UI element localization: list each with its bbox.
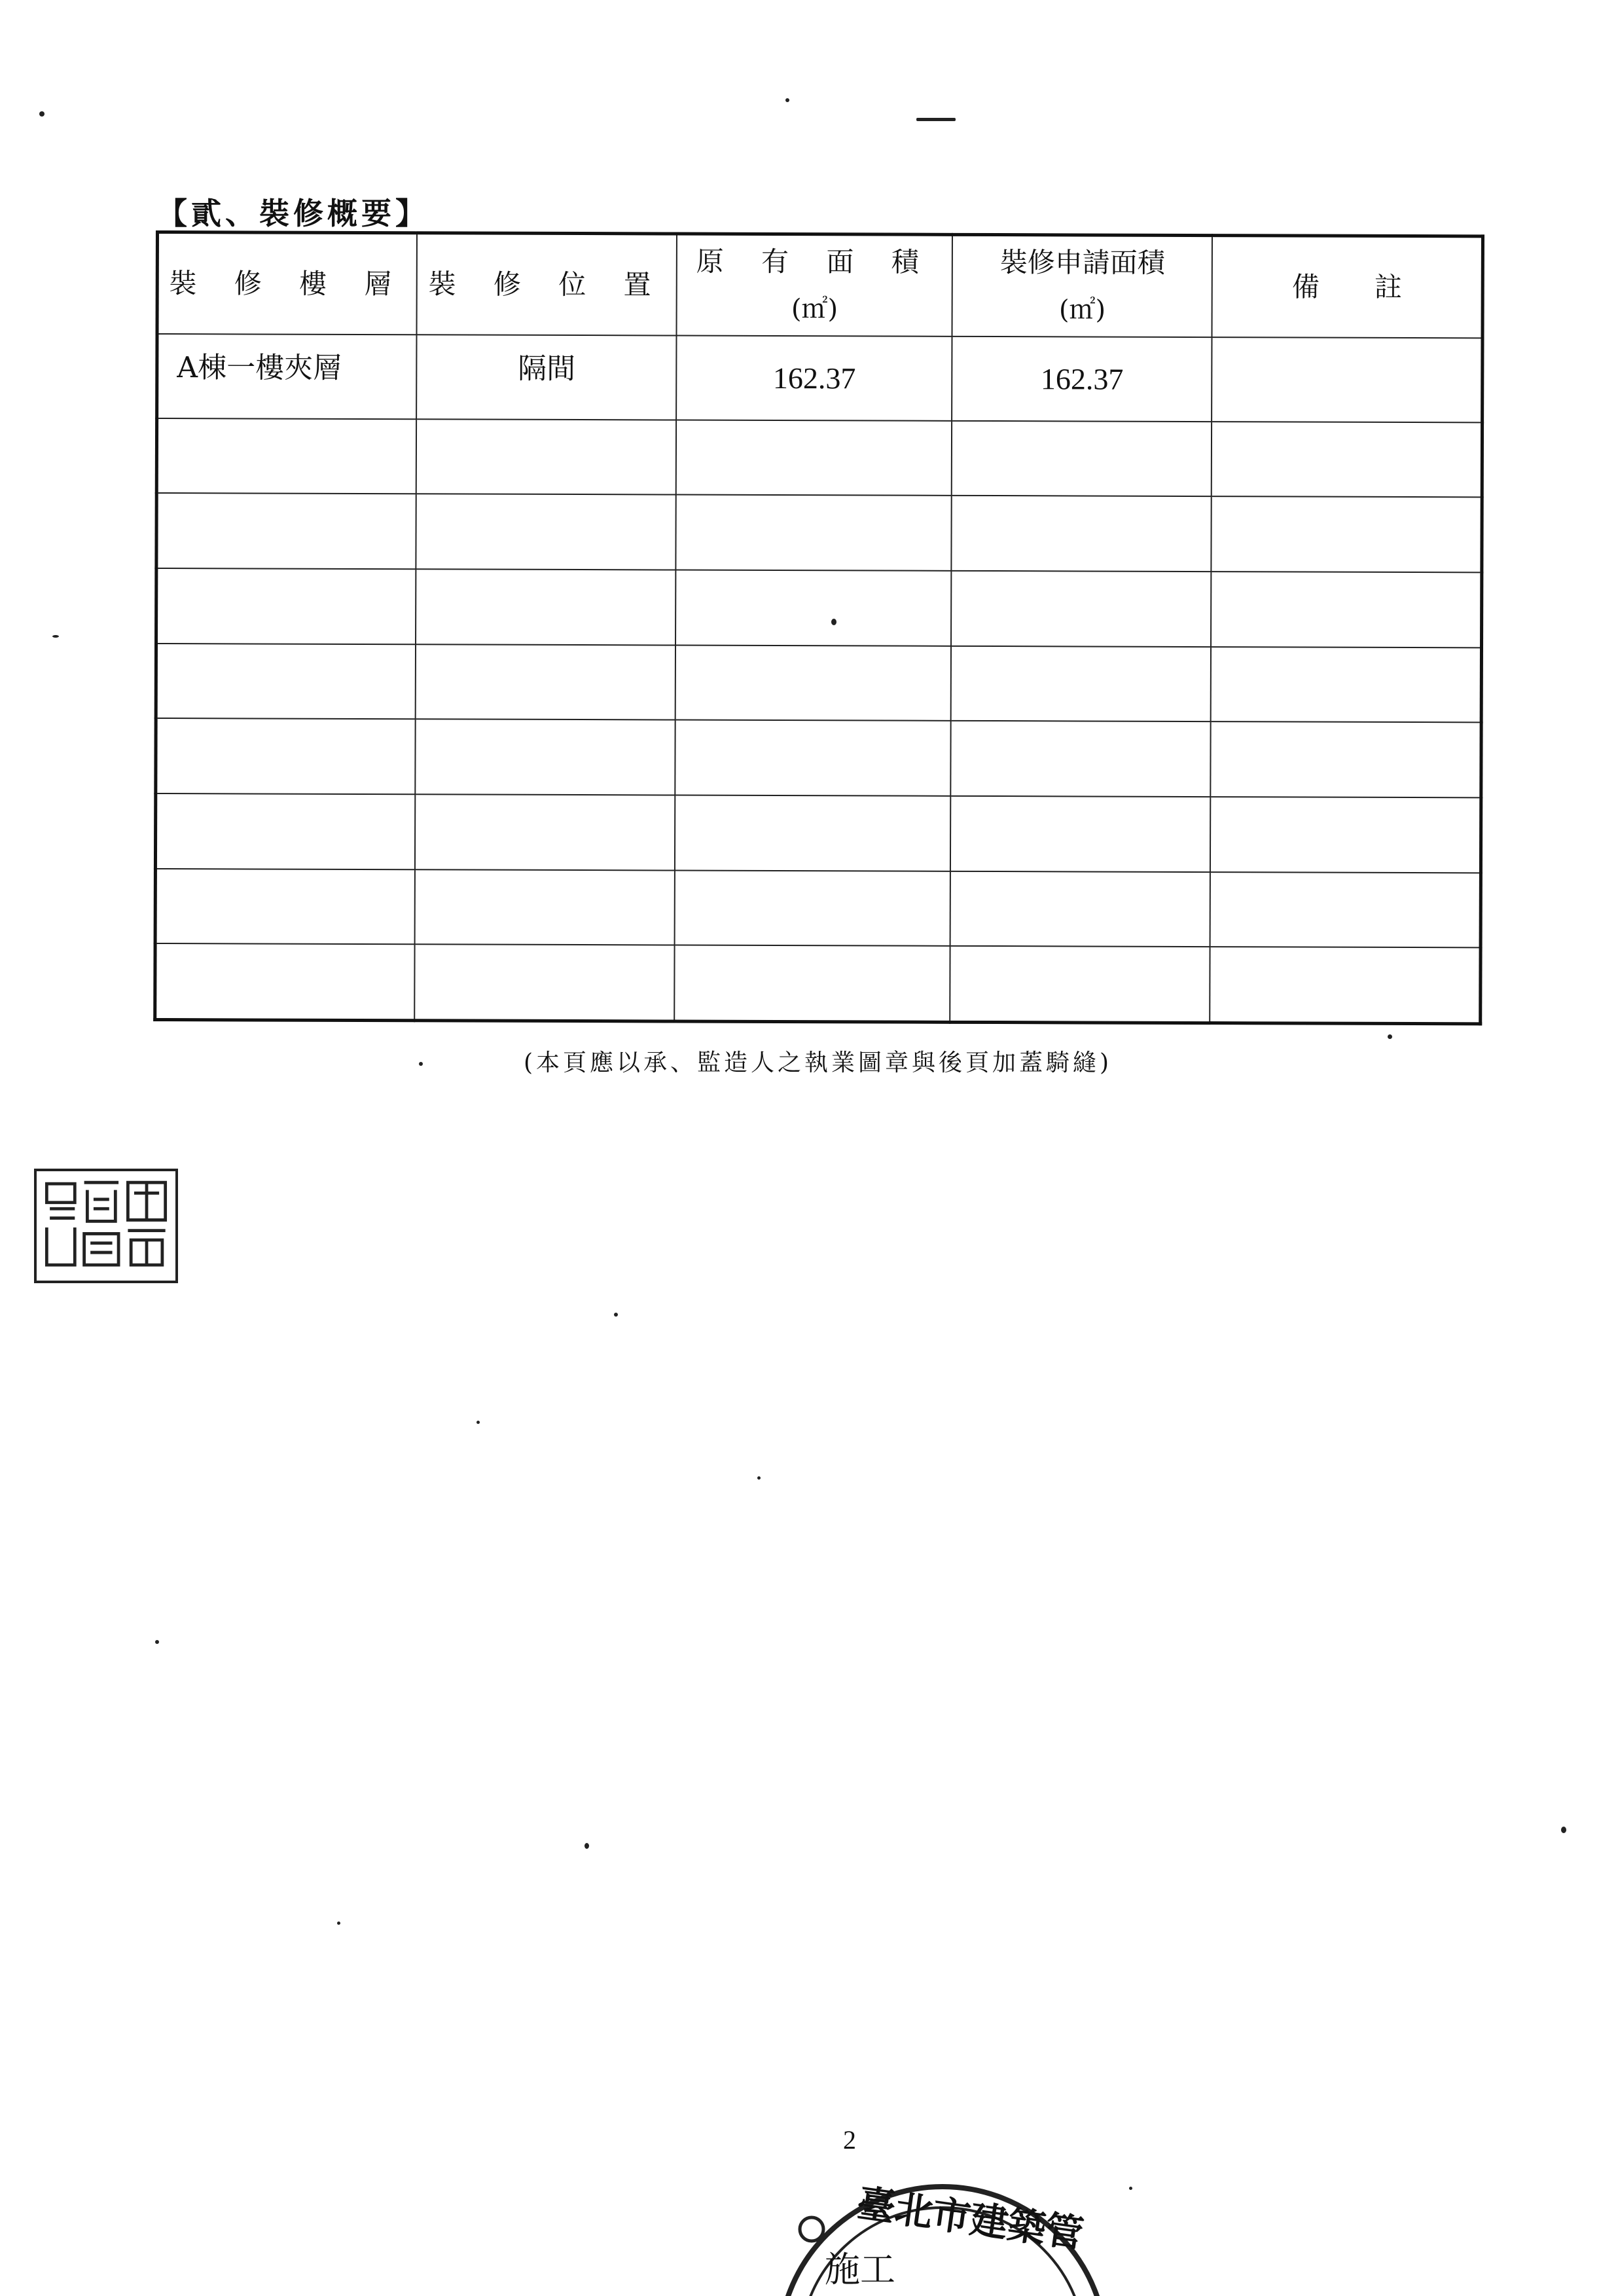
cell-floor — [156, 718, 416, 794]
header-applied-area-label: 裝修申請面積 — [999, 246, 1165, 279]
scan-speck — [1388, 1034, 1392, 1039]
cell-applied-area — [951, 721, 1211, 797]
cell-original-area — [675, 720, 952, 796]
scan-speck — [419, 1062, 423, 1066]
cell-original-area — [675, 795, 951, 871]
cell-remarks — [1211, 572, 1481, 647]
cell-remarks — [1211, 647, 1481, 723]
cell-floor — [156, 644, 416, 720]
table-header-row — [157, 232, 1483, 338]
cell-original-area: 162.37 — [676, 336, 952, 421]
table-row — [156, 493, 1482, 572]
scan-speck — [785, 98, 789, 102]
cell-position: 隔間 — [416, 335, 676, 420]
cell-position — [415, 945, 675, 1021]
scan-speck — [476, 1421, 480, 1424]
table-row — [156, 644, 1481, 723]
cell-floor — [155, 793, 415, 869]
header-applied-area-unit: (㎡) — [1058, 295, 1106, 325]
cell-original-area — [675, 570, 952, 646]
cell-original-area — [675, 645, 952, 721]
table-row — [156, 568, 1482, 647]
cell-floor: A棟一樓夾層 — [157, 334, 417, 419]
cell-original-area — [674, 945, 950, 1022]
cell-applied-area — [952, 496, 1212, 572]
scan-speck — [337, 1922, 340, 1925]
square-seal-icon — [34, 1169, 178, 1283]
cell-position — [415, 869, 675, 945]
cell-applied-area — [952, 421, 1212, 497]
cell-floor — [156, 418, 416, 494]
scan-speck — [1561, 1827, 1566, 1833]
table-row — [155, 943, 1481, 1024]
cell-applied-area — [951, 571, 1211, 647]
cell-position — [416, 720, 675, 795]
cell-applied-area — [950, 946, 1210, 1023]
scan-speck — [39, 111, 45, 117]
cell-floor — [155, 869, 415, 945]
cell-applied-area — [950, 871, 1210, 947]
cell-remarks — [1211, 721, 1481, 797]
header-original-area — [677, 234, 953, 337]
cell-position — [415, 794, 675, 870]
header-original-area-unit: (㎡) — [791, 294, 838, 325]
header-position: 裝 修 位 置 — [417, 233, 677, 336]
renovation-summary-table — [153, 230, 1484, 1025]
cell-floor — [155, 943, 415, 1020]
cell-remarks — [1210, 947, 1481, 1023]
round-stamp-graphic — [753, 2154, 1119, 2296]
scan-speck — [916, 118, 956, 121]
scan-speck — [52, 635, 59, 638]
cell-applied-area — [951, 646, 1211, 722]
cell-original-area — [676, 495, 952, 571]
cell-remarks — [1210, 797, 1481, 873]
table-row — [155, 869, 1481, 948]
bottom-stamp-lower-text: 施工 — [825, 2249, 895, 2290]
cell-floor — [156, 568, 416, 644]
header-applied-area — [952, 234, 1212, 337]
scan-speck — [155, 1640, 159, 1644]
cell-position — [416, 419, 676, 495]
table-row — [155, 793, 1481, 873]
cell-position — [416, 569, 675, 645]
scan-speck — [831, 619, 836, 625]
page-number: 2 — [843, 2125, 856, 2155]
bottom-stamp-text: 臺北市建築管 — [854, 2181, 1087, 2257]
header-floor: 裝 修 樓 層 — [157, 232, 417, 335]
table-row — [157, 334, 1483, 422]
cell-floor — [156, 493, 416, 569]
header-original-area-label: 原 有 面 積 — [696, 245, 933, 278]
cell-original-area — [675, 870, 951, 946]
scan-speck — [614, 1313, 618, 1317]
header-remarks: 備 註 — [1212, 236, 1483, 338]
table-row — [156, 718, 1481, 797]
cell-position — [416, 494, 676, 570]
cell-remarks — [1212, 496, 1482, 572]
scan-speck — [757, 1476, 761, 1480]
cell-remarks — [1212, 422, 1482, 498]
scan-speck — [1129, 2187, 1132, 2190]
square-seal-graphic — [37, 1171, 175, 1281]
round-stamp-icon — [753, 2154, 1119, 2296]
cell-original-area — [676, 420, 952, 496]
cell-remarks — [1210, 872, 1481, 948]
table-row — [156, 418, 1482, 498]
cell-remarks — [1212, 337, 1483, 422]
scan-speck — [584, 1843, 589, 1849]
renovation-summary-table-wrapper — [153, 230, 1484, 1025]
page-note: (本頁應以承、監造人之執業圖章與後頁加蓋騎縫) — [524, 1049, 1113, 1076]
cell-position — [416, 644, 675, 720]
section-title: 【貳、裝修概要】 — [157, 196, 429, 231]
cell-applied-area: 162.37 — [952, 337, 1212, 422]
cell-applied-area — [950, 796, 1210, 872]
